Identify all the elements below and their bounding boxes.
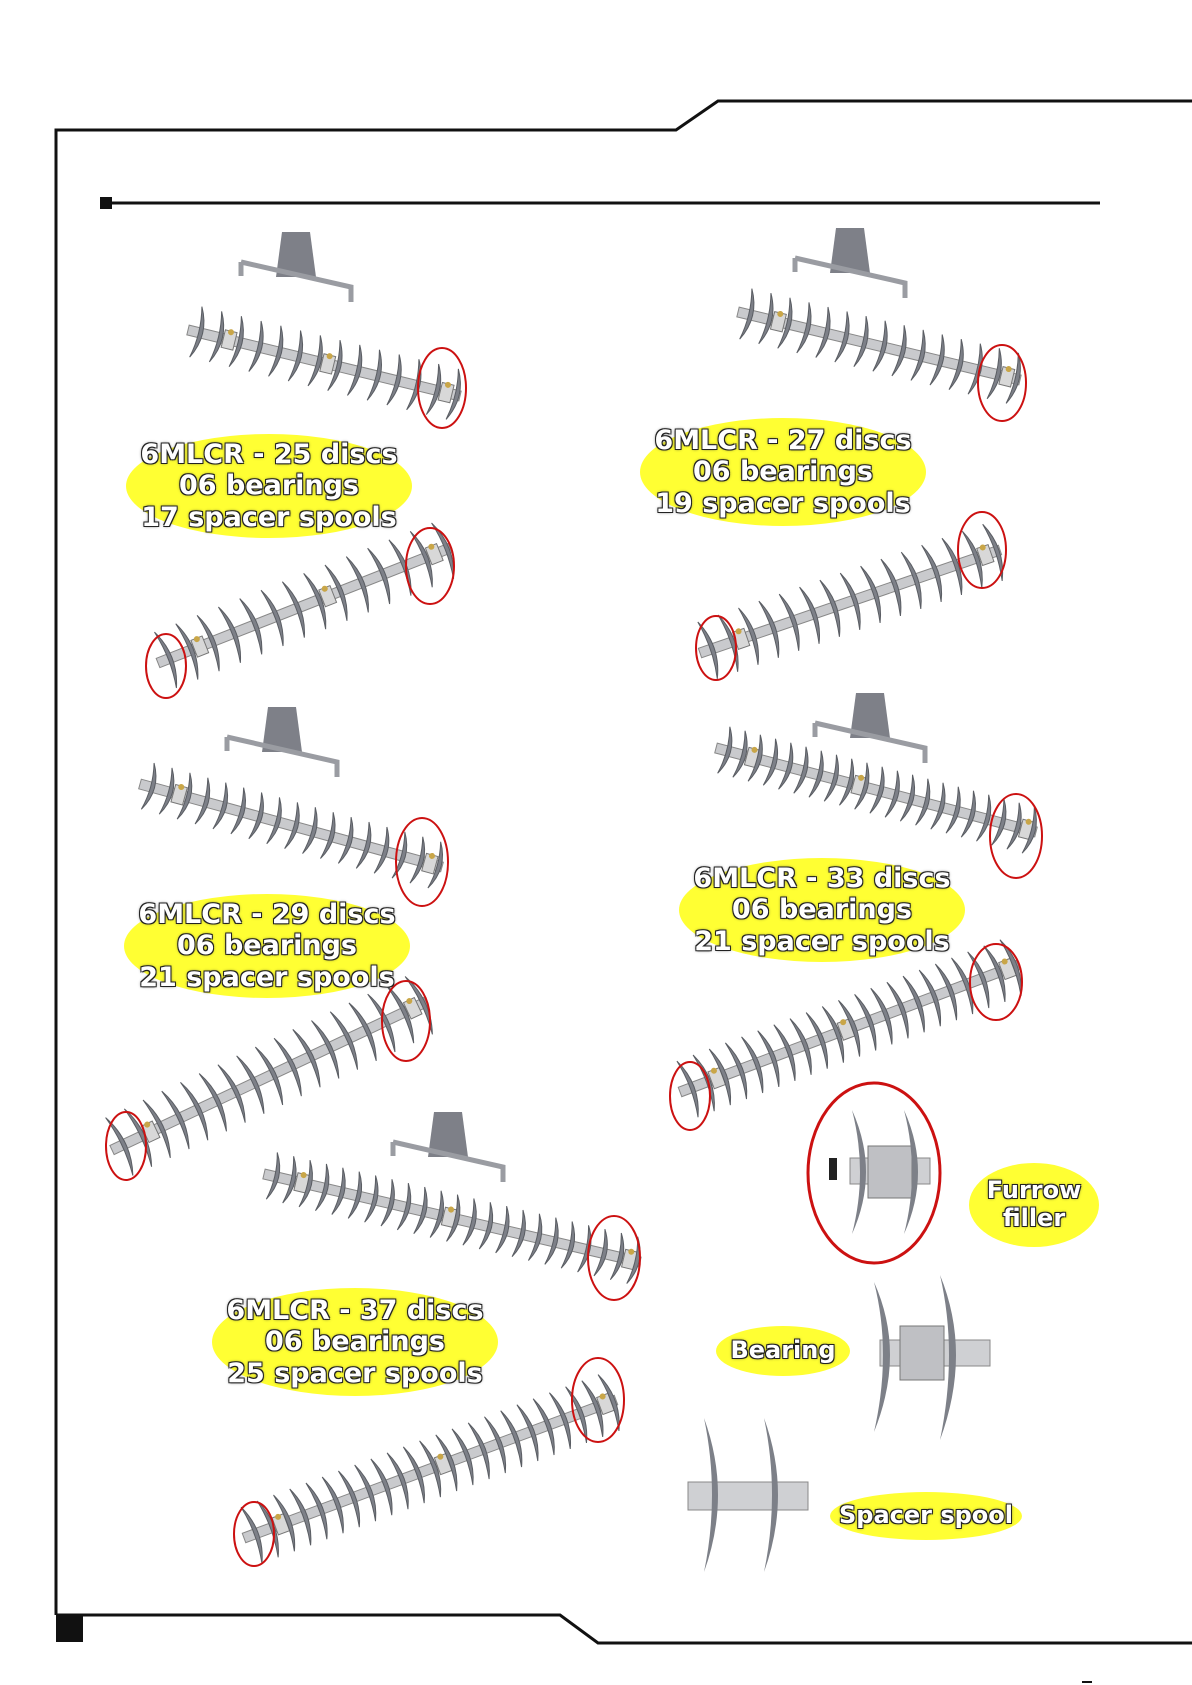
furrow-filler-circle <box>146 634 186 698</box>
variant-d-bearings: 06 bearings <box>731 894 913 926</box>
variant-c-title: 6MLCR - 29 discs <box>138 899 396 931</box>
roller-c-top <box>134 761 449 890</box>
spacer-spool-label-text: Spacer spool <box>838 1501 1014 1530</box>
variant-e-title: 6MLCR - 37 discs <box>226 1295 484 1327</box>
variant-c-bearings: 06 bearings <box>176 930 358 962</box>
spacer-spool-detail <box>688 1418 808 1572</box>
furrow-filler-label <box>969 1163 1099 1247</box>
roller-b-bottom <box>690 522 1009 682</box>
bearing-detail <box>874 1275 990 1440</box>
mount-bracket-a <box>241 232 351 302</box>
variant-b-spools: 19 spacer spools <box>655 487 911 519</box>
variant-label-b <box>640 418 926 526</box>
roller-b-top <box>732 287 1026 406</box>
mount-bracket-b <box>795 228 905 298</box>
spool-body <box>688 1482 808 1510</box>
mount-bracket-e <box>393 1112 503 1182</box>
roller-c-bottom <box>98 973 439 1179</box>
variant-a-bearings: 06 bearings <box>178 470 360 502</box>
mount-bracket-d <box>815 693 925 763</box>
variant-d-title: 6MLCR - 33 discs <box>693 863 951 895</box>
bearing-housing-closeup <box>868 1146 912 1198</box>
variant-c-spools: 21 spacer spools <box>139 961 395 993</box>
spacer-spool-label <box>830 1492 1022 1540</box>
furrow-filler-detail <box>808 1083 940 1263</box>
roller-d-top <box>710 725 1042 855</box>
variant-e-spools: 25 spacer spools <box>227 1357 483 1389</box>
variant-label-e <box>212 1288 498 1396</box>
roller-shaft <box>110 997 428 1154</box>
variant-b-title: 6MLCR - 27 discs <box>654 425 912 457</box>
variant-label-a <box>126 434 412 538</box>
variant-b-bearings: 06 bearings <box>692 456 874 488</box>
roller-a-bottom <box>147 520 461 691</box>
variant-e-bearings: 06 bearings <box>264 1326 446 1358</box>
furrow-filler-line2: filler <box>1002 1204 1066 1232</box>
variant-a-title: 6MLCR - 25 discs <box>140 439 398 471</box>
bearing-label <box>716 1326 850 1376</box>
bearing-housing-closeup <box>900 1326 944 1380</box>
variant-label-d <box>679 858 965 962</box>
roller-d-bottom <box>669 937 1028 1120</box>
variant-a-spools: 17 spacer spools <box>141 501 397 533</box>
variant-label-c <box>124 894 410 998</box>
mount-bracket-c <box>227 707 337 777</box>
bearing-label-text: Bearing <box>730 1336 836 1365</box>
variant-d-spools: 21 spacer spools <box>694 925 950 957</box>
roller-e-bottom <box>234 1372 627 1566</box>
furrow-filler-circle <box>670 1062 710 1130</box>
furrow-filler-line1: Furrow <box>986 1176 1082 1205</box>
